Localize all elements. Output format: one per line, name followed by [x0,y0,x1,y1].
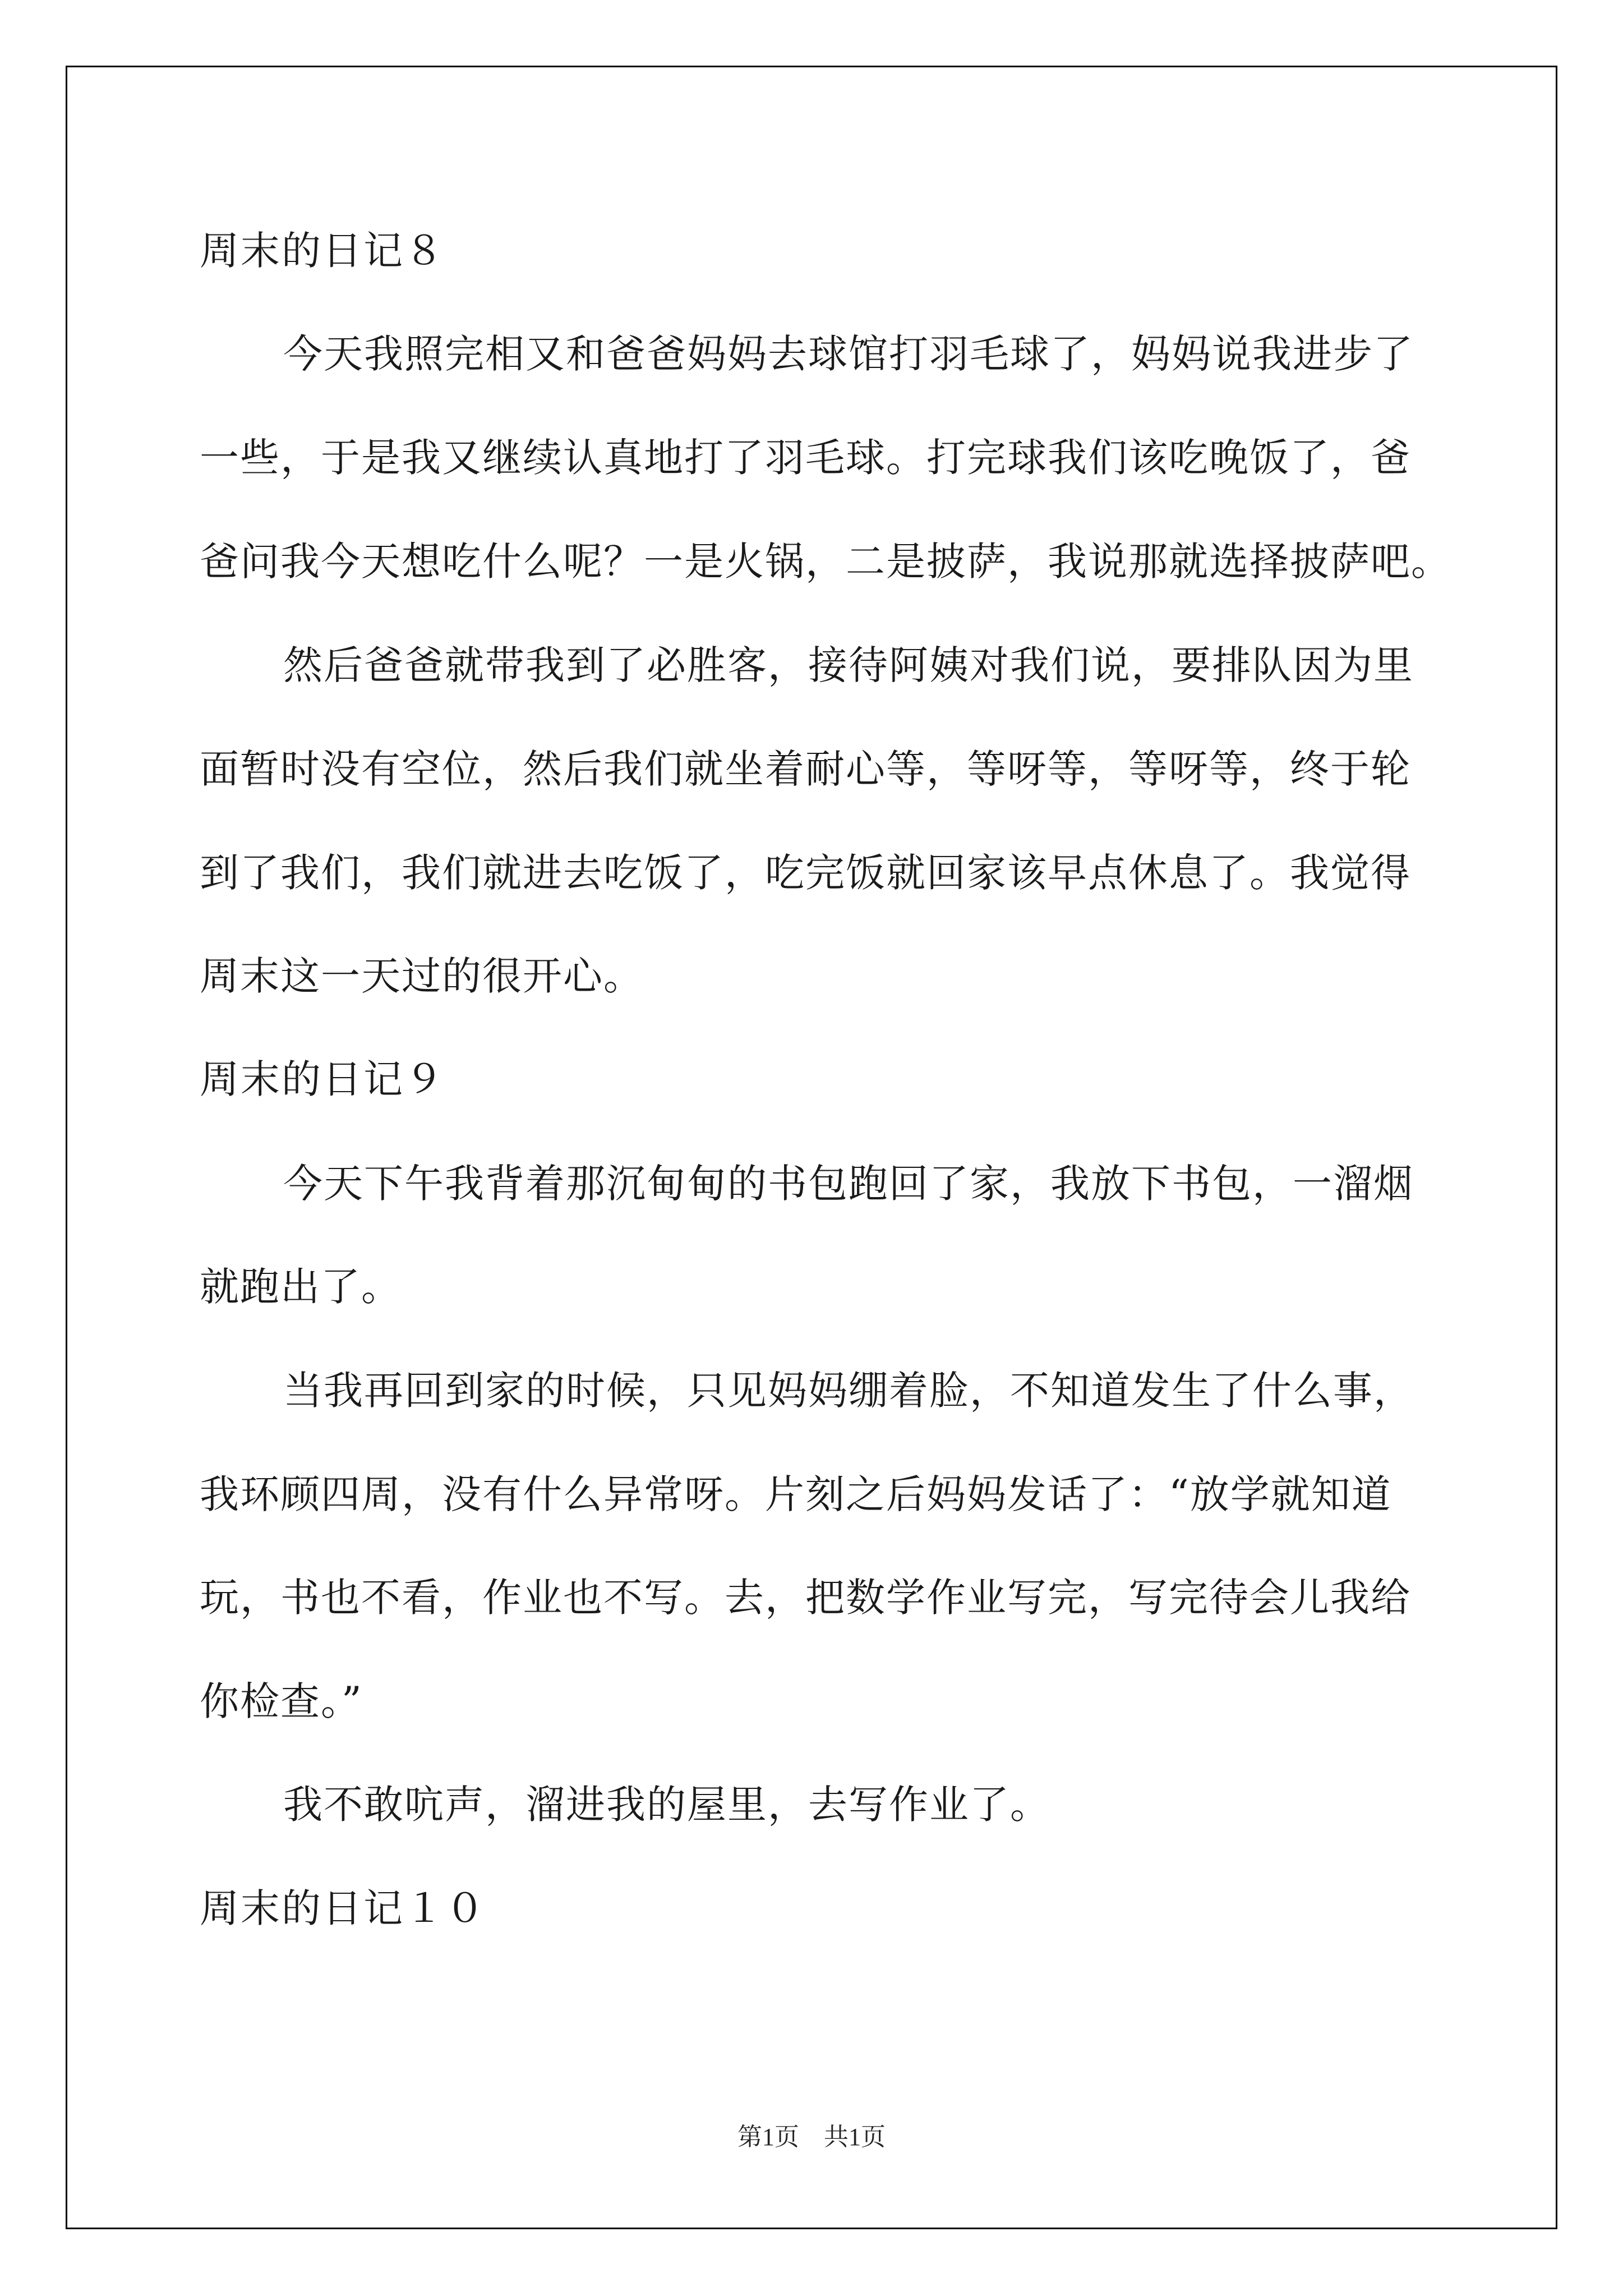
paragraph-line: 周末这一天过的很开心。 [200,953,644,999]
paragraph-line: 然后爸爸就带我到了必胜客，接待阿姨对我们说，要排队因为里 [283,642,1414,688]
paragraph-line: 今天下午我背着那沉甸甸的书包跑回了家，我放下书包，一溜烟 [283,1161,1414,1207]
paragraph-line: 我不敢吭声，溜进我的屋里，去写作业了。 [283,1782,1050,1828]
diary-heading-9: 周末的日记９ [200,1056,445,1102]
paragraph-line: 今天我照完相又和爸爸妈妈去球馆打羽毛球了，妈妈说我进步了 [283,331,1414,377]
paragraph-line: 玩，书也不看，作业也不写。去，把数学作业写完，写完待会儿我给 [200,1575,1411,1621]
paragraph-line: 面暂时没有空位，然后我们就坐着耐心等，等呀等，等呀等，终于轮 [200,746,1411,792]
paragraph-line: 我环顾四周，没有什么异常呀。片刻之后妈妈发话了：“放学就知道 [200,1471,1392,1517]
paragraph-line: 一些，于是我又继续认真地打了羽毛球。打完球我们该吃晚饭了，爸 [200,435,1411,481]
paragraph-line: 到了我们，我们就进去吃饭了，吃完饭就回家该早点休息了。我觉得 [200,850,1411,896]
diary-heading-10: 周末的日记１０ [200,1885,486,1931]
diary-heading-8: 周末的日记８ [200,228,445,274]
paragraph-line: 就跑出了。 [200,1264,402,1310]
page-footer: 第1页 共1页 [737,2123,886,2151]
paragraph-line: 当我再回到家的时候，只见妈妈绷着脸，不知道发生了什么事， [283,1368,1414,1414]
paragraph-line: 你检查。” [200,1678,363,1724]
paragraph-line: 爸问我今天想吃什么呢？一是火锅，二是披萨，我说那就选择披萨吧。 [200,539,1451,585]
